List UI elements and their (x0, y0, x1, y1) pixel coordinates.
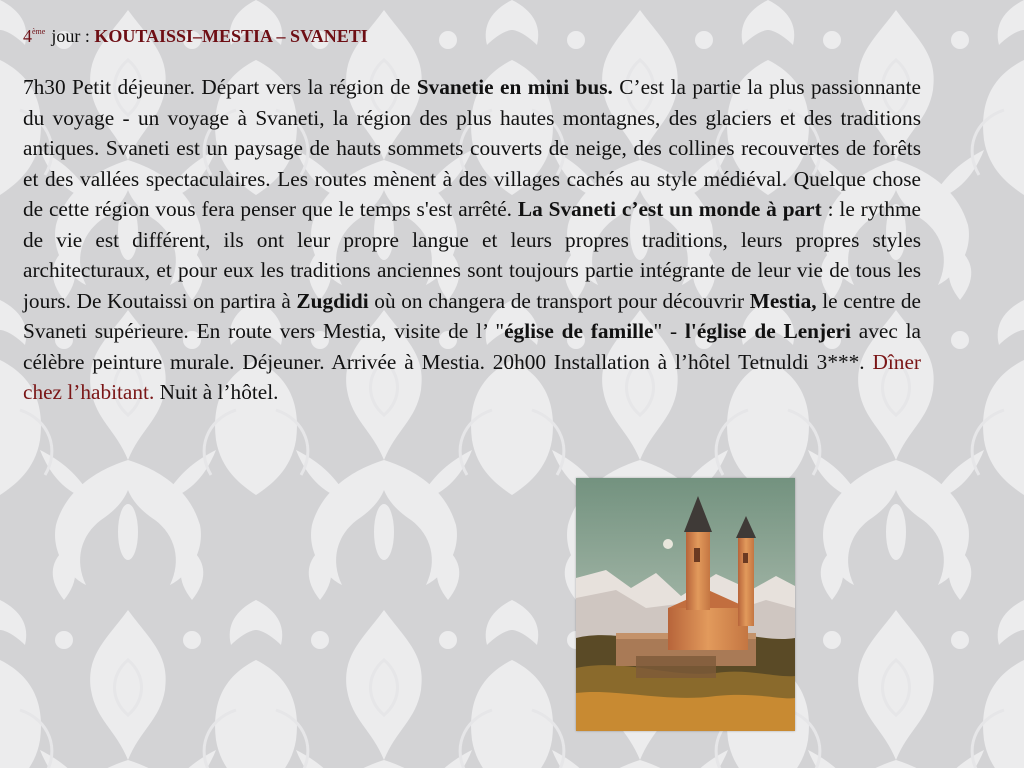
route-title: KOUTAISSI–MESTIA – SVANETI (94, 26, 368, 46)
day-number: 4 (23, 26, 32, 46)
text-segment: où on changera de transport pour découvrir (368, 288, 750, 313)
slide-title (23, 20, 368, 48)
text-segment: " - (653, 319, 685, 343)
text-segment: C’est la partie la plus passionnante du voyage - un voyage à Svaneti, la région des plus hautes montagnes, des glaciers et des traditions antiques. Svaneti est un paysage de hauts sommets couverts de neige, des collines recouvertes de forêts et des vallées spectaculaires. Les routes mènent à des villages cachés au style médiéval. Quelque chose de cette région vous fera penser que le temps s'est arrêté. (23, 75, 922, 221)
text-segment: Nuit à l’hôtel. (154, 380, 279, 404)
dinner-highlight: Dîner chez l’habitant. (23, 349, 921, 404)
text-segment: avec la célèbre peinture murale. Déjeuner. Arrivée à Mestia. 20h00 Installation à l’hôtel Tetnuldi 3***. (23, 319, 922, 374)
bold-segment: Mestia, (749, 288, 817, 313)
text-segment: 7h30 Petit déjeuner. Départ vers la région de (23, 75, 417, 99)
bold-segment: l'église de Lenjeri (684, 319, 851, 343)
church-with-towers-photo (576, 478, 795, 731)
bold-segment: église de famille (504, 319, 654, 343)
itinerary-paragraph (23, 72, 921, 408)
day-number-suffix: ème (32, 27, 46, 36)
text-segment: : le rythme de vie est différent, ils ont leur propre langue et leurs propres traditions, leurs propres styles architecturaux, et pour eux les traditions anciennes sont toujours partie intégrante de leur vie de tous les jours. De Koutaissi on partira à (23, 197, 921, 313)
bold-segment: Zugdidi (296, 288, 369, 313)
bold-segment: Svanetie en mini bus. (416, 75, 613, 99)
bold-segment: La Svaneti c’est un monde à part (517, 197, 822, 221)
title-connector: jour : (51, 26, 95, 46)
text-segment: le centre de Svaneti supérieure. En route vers Mestia, visite de l’ " (23, 288, 921, 343)
